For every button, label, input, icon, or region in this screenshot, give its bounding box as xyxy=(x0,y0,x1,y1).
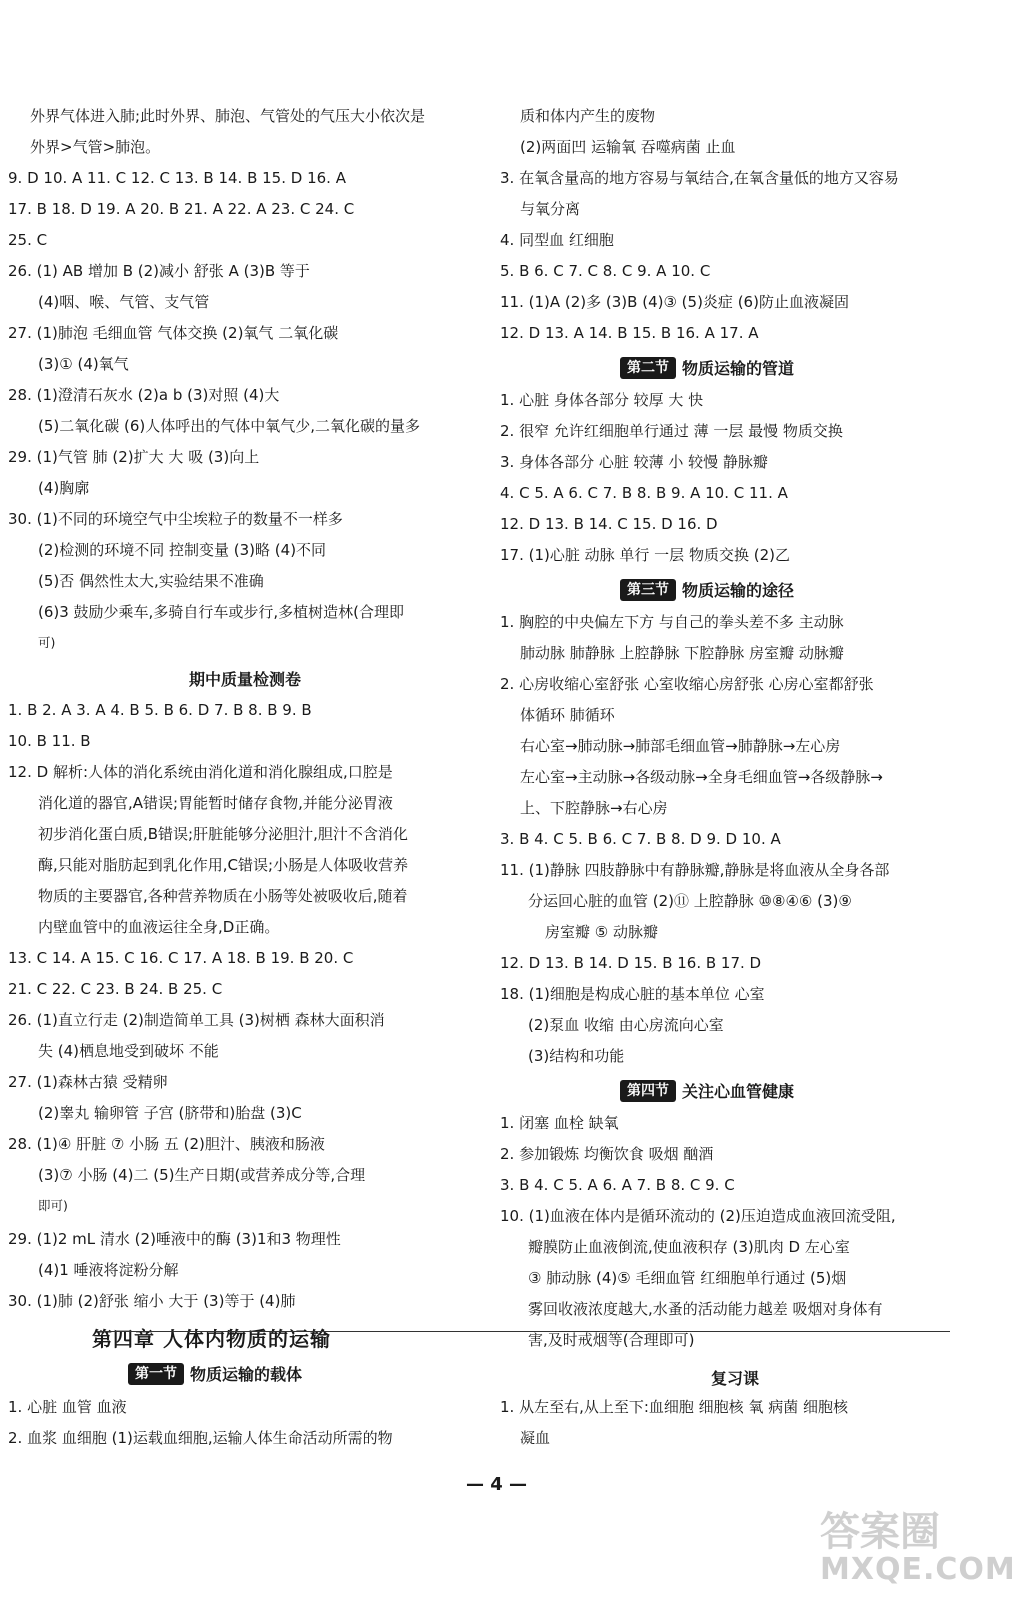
section-badge: 第三节 xyxy=(620,579,676,601)
text-line: 26. (1) AB 增加 B (2)减小 舒张 A (3)B 等于 xyxy=(8,262,310,280)
section-heading xyxy=(128,1362,302,1385)
text-line: 与氧分离 xyxy=(520,200,581,218)
text-line: 质和体内产生的废物 xyxy=(520,107,656,125)
text-line: 雾回收液浓度越大,水蚤的活动能力越差 吸烟对身体有 xyxy=(528,1300,883,1318)
section-heading xyxy=(620,356,794,379)
section-badge: 第一节 xyxy=(128,1363,184,1385)
text-line: (4)咽、喉、气管、支气管 xyxy=(38,293,210,311)
text-line: 21. C 22. C 23. B 24. B 25. C xyxy=(8,980,223,998)
text-line: 29. (1)气管 肺 (2)扩大 大 吸 (3)向上 xyxy=(8,448,260,466)
text-line: 外界气体进入肺;此时外界、肺泡、气管处的气压大小依次是 xyxy=(30,107,426,125)
text-line: 26. (1)直立行走 (2)制造简单工具 (3)树栖 森林大面积消 xyxy=(8,1011,385,1029)
divider-rule xyxy=(100,1331,950,1332)
text-line: (3)结构和功能 xyxy=(528,1047,625,1065)
section-badge: 第四节 xyxy=(620,1080,676,1102)
text-line: 3. 身体各部分 心脏 较薄 小 较慢 静脉瓣 xyxy=(500,453,768,471)
text-line: 27. (1)肺泡 毛细血管 气体交换 (2)氧气 二氧化碳 xyxy=(8,324,339,342)
text-line: 凝血 xyxy=(520,1429,551,1447)
text-line: 1. 从左至右,从上至下:血细胞 细胞核 氧 病菌 细胞核 xyxy=(500,1398,848,1416)
text-line: 11. (1)静脉 四肢静脉中有静脉瓣,静脉是将血液从全身各部 xyxy=(500,861,890,879)
text-line: 可) xyxy=(38,635,56,650)
text-line: 12. D 13. B 14. C 15. D 16. D xyxy=(500,515,718,533)
watermark-logo: 答案圈 xyxy=(820,1509,940,1555)
text-line: 29. (1)2 mL 清水 (2)唾液中的酶 (3)1和3 物理性 xyxy=(8,1230,341,1248)
text-line: (6)3 鼓励少乘车,多骑自行车或步行,多植树造林(合理即 xyxy=(38,603,404,621)
text-line: 9. D 10. A 11. C 12. C 13. B 14. B 15. D 16. A xyxy=(8,169,346,187)
text-line: 11. (1)A (2)多 (3)B (4)③ (5)炎症 (6)防止血液凝固 xyxy=(500,293,849,311)
text-line: 2. 参加锻炼 均衡饮食 吸烟 酗酒 xyxy=(500,1145,714,1163)
text-line: 13. C 14. A 15. C 16. C 17. A 18. B 19. B 20. C xyxy=(8,949,354,967)
text-line: (5)二氧化碳 (6)人体呼出的气体中氧气少,二氧化碳的量多 xyxy=(38,417,421,435)
text-line: 4. C 5. A 6. C 7. B 8. B 9. A 10. C 11. A xyxy=(500,484,788,502)
text-line: 2. 心房收缩心室舒张 心室收缩心房舒张 心房心室都舒张 xyxy=(500,675,874,693)
text-line: 房室瓣 ⑤ 动脉瓣 xyxy=(545,923,658,941)
text-line: (4)胸廓 xyxy=(38,479,90,497)
text-line: 28. (1)④ 肝脏 ⑦ 小肠 五 (2)胆汁、胰液和肠液 xyxy=(8,1135,325,1153)
section-title: 关注心血管健康 xyxy=(682,1082,795,1101)
text-line: 1. 心脏 血管 血液 xyxy=(8,1398,127,1416)
text-line: 瓣膜防止血液倒流,使血液积存 (3)肌肉 D 左心室 xyxy=(528,1238,850,1256)
text-line: 2. 血浆 血细胞 (1)运载血细胞,运输人体生命活动所需的物 xyxy=(8,1429,393,1447)
text-line: 17. (1)心脏 动脉 单行 一层 物质交换 (2)乙 xyxy=(500,546,790,564)
text-line: 5. B 6. C 7. C 8. C 9. A 10. C xyxy=(500,262,711,280)
text-line: 上、下腔静脉→右心房 xyxy=(520,799,668,817)
text-line: 失 (4)栖息地受到破坏 不能 xyxy=(38,1042,219,1060)
text-line: (2)检测的环境不同 控制变量 (3)略 (4)不同 xyxy=(38,541,327,559)
text-line: 分运回心脏的血管 (2)⑪ 上腔静脉 ⑩⑧④⑥ (3)⑨ xyxy=(528,892,852,910)
text-line: 28. (1)澄清石灰水 (2)a b (3)对照 (4)大 xyxy=(8,386,280,404)
review-title: 复习课 xyxy=(710,1369,759,1388)
text-line: 18. (1)细胞是构成心脏的基本单位 心室 xyxy=(500,985,765,1003)
text-line: 27. (1)森林古猿 受精卵 xyxy=(8,1073,168,1091)
section-title: 物质运输的载体 xyxy=(190,1365,303,1384)
text-line: 10. (1)血液在体内是循环流动的 (2)压迫造成血液回流受阻, xyxy=(500,1207,896,1225)
text-line: 酶,只能对脂肪起到乳化作用,C错误;小肠是人体吸收营养 xyxy=(38,856,409,874)
text-line: (3)① (4)氧气 xyxy=(38,355,129,373)
text-line: 2. 很窄 允许红细胞单行通过 薄 一层 最慢 物质交换 xyxy=(500,422,843,440)
text-line: (5)否 偶然性太大,实验结果不准确 xyxy=(38,572,264,590)
text-line: 3. B 4. C 5. A 6. A 7. B 8. C 9. C xyxy=(500,1176,735,1194)
text-line: 物质的主要器官,各种营养物质在小肠等处被吸收后,随着 xyxy=(38,887,408,905)
text-line: 消化道的器官,A错误;胃能暂时储存食物,并能分泌胃液 xyxy=(38,794,393,812)
section-heading xyxy=(620,1079,794,1102)
text-line: (4)1 唾液将淀粉分解 xyxy=(38,1261,179,1279)
text-line: 1. B 2. A 3. A 4. B 5. B 6. D 7. B 8. B 9. B xyxy=(8,701,312,719)
page-number: — 4 — xyxy=(466,1474,528,1495)
text-line: 12. D 解析:人体的消化系统由消化道和消化腺组成,口腔是 xyxy=(8,763,393,781)
text-line: 4. 同型血 红细胞 xyxy=(500,231,614,249)
text-line: (3)⑦ 小肠 (4)二 (5)生产日期(或营养成分等,合理 xyxy=(38,1166,366,1184)
text-line: 初步消化蛋白质,B错误;肝脏能够分泌胆汁,胆汁不含消化 xyxy=(38,825,408,843)
text-line: 1. 闭塞 血栓 缺氧 xyxy=(500,1114,619,1132)
text-line: 内壁血管中的血液运往全身,D正确。 xyxy=(38,918,280,936)
chapter-title: 第四章 人体内物质的运输 xyxy=(92,1327,331,1351)
text-line: 12. D 13. A 14. B 15. B 16. A 17. A xyxy=(500,324,759,342)
text-line: 肺动脉 肺静脉 上腔静脉 下腔静脉 房室瓣 动脉瓣 xyxy=(520,644,844,662)
text-line: 1. 胸腔的中央偏左下方 与自己的拳头差不多 主动脉 xyxy=(500,613,844,631)
text-line: (2)睾丸 输卵管 子宫 (脐带和)胎盘 (3)C xyxy=(38,1104,302,1122)
text-line: ③ 肺动脉 (4)⑤ 毛细血管 红细胞单行通过 (5)烟 xyxy=(528,1269,847,1287)
text-line: 3. B 4. C 5. B 6. C 7. B 8. D 9. D 10. A xyxy=(500,830,781,848)
text-line: 左心室→主动脉→各级动脉→全身毛细血管→各级静脉→ xyxy=(520,768,883,786)
text-line: (2)泵血 收缩 由心房流向心室 xyxy=(528,1016,724,1034)
text-line: 即可) xyxy=(38,1198,68,1213)
text-line: 25. C xyxy=(8,231,48,249)
text-line: 外界>气管>肺泡。 xyxy=(30,138,161,156)
section-badge: 第二节 xyxy=(620,357,676,379)
text-line: 10. B 11. B xyxy=(8,732,91,750)
text-line: 1. 心脏 身体各部分 较厚 大 快 xyxy=(500,391,704,409)
text-line: 体循环 肺循环 xyxy=(520,706,615,724)
text-line: 12. D 13. B 14. D 15. B 16. B 17. D xyxy=(500,954,762,972)
section-title: 物质运输的管道 xyxy=(682,359,795,378)
watermark-url: MXQE.COM xyxy=(820,1552,1016,1587)
text-line: 3. 在氧含量高的地方容易与氧结合,在氧含量低的地方又容易 xyxy=(500,169,899,187)
text-line: (2)两面凹 运输氧 吞噬病菌 止血 xyxy=(520,138,736,156)
text-line: 右心室→肺动脉→肺部毛细血管→肺静脉→左心房 xyxy=(520,737,841,755)
text-line: 害,及时戒烟等(合理即可) xyxy=(528,1331,695,1349)
midterm-title: 期中质量检测卷 xyxy=(188,670,301,689)
text-line: 17. B 18. D 19. A 20. B 21. A 22. A 23. C 24. C xyxy=(8,200,355,218)
text-line: 30. (1)不同的环境空气中尘埃粒子的数量不一样多 xyxy=(8,510,343,528)
section-heading xyxy=(620,578,794,601)
section-title: 物质运输的途径 xyxy=(682,581,795,600)
text-line: 30. (1)肺 (2)舒张 缩小 大于 (3)等于 (4)肺 xyxy=(8,1292,296,1310)
